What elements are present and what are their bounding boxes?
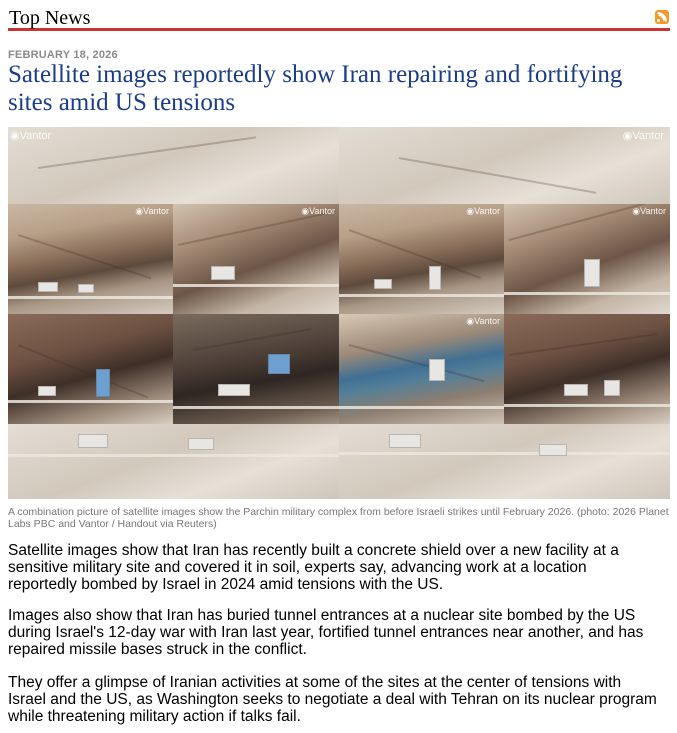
article-paragraph: Images also show that Iran has buried tunnel entrances at a nuclear site bombed by the US during Israel's 12-day war with Iran last year, fortified tunnel entrances near another, and has repaired missile bases struck in the conflict. <box>8 607 644 658</box>
satellite-tile <box>339 204 504 314</box>
article-headline[interactable]: Satellite images reportedly show Iran repairing and fortifying sites amid US tensions <box>8 61 623 116</box>
satellite-tile <box>173 314 339 424</box>
faded-tile <box>339 127 670 204</box>
watermark: ◉ Vantor <box>10 129 51 142</box>
satellite-tile <box>173 204 339 314</box>
faded-tile <box>339 424 670 499</box>
watermark: ◉ Vantor <box>301 206 335 217</box>
watermark: ◉ Vantor <box>623 129 664 142</box>
faded-tile <box>8 127 339 204</box>
article-paragraph: Satellite images show that Iran has recently built a concrete shield over a new facility at a sensitive military site and covered it in soil, experts say, advancing work at a location reportedly bombed by Israel in 2024 amid tensions with the US. <box>8 542 619 593</box>
article-paragraph: They offer a glimpse of Iranian activities at some of the sites at the center of tensions with Israel and the US, as Washington seeks to negotiate a deal with Tehran on its nuclear program while threatening military action if talks fail. <box>8 674 657 725</box>
satellite-tile <box>504 314 670 424</box>
watermark: ◉ Vantor <box>135 206 169 217</box>
satellite-tile <box>8 204 173 314</box>
satellite-tile <box>8 314 173 424</box>
satellite-image-collage <box>8 127 670 499</box>
watermark: ◉ Vantor <box>466 206 500 217</box>
faded-tile <box>8 424 339 499</box>
watermark: ◉ Vantor <box>632 206 666 217</box>
satellite-tile <box>504 204 670 314</box>
satellite-tile <box>339 314 504 424</box>
image-caption: A combination picture of satellite images show the Parchin military complex from before Israeli strikes until February 2026. (photo: 2026 Planet Labs PBC and Vantor / Handout via Reuters) <box>8 506 669 530</box>
article-date: FEBRUARY 18, 2026 <box>8 49 118 61</box>
rss-icon[interactable] <box>655 10 669 24</box>
section-title: Top News <box>9 7 91 29</box>
section-header <box>8 6 670 31</box>
watermark: ◉ Vantor <box>466 316 500 327</box>
